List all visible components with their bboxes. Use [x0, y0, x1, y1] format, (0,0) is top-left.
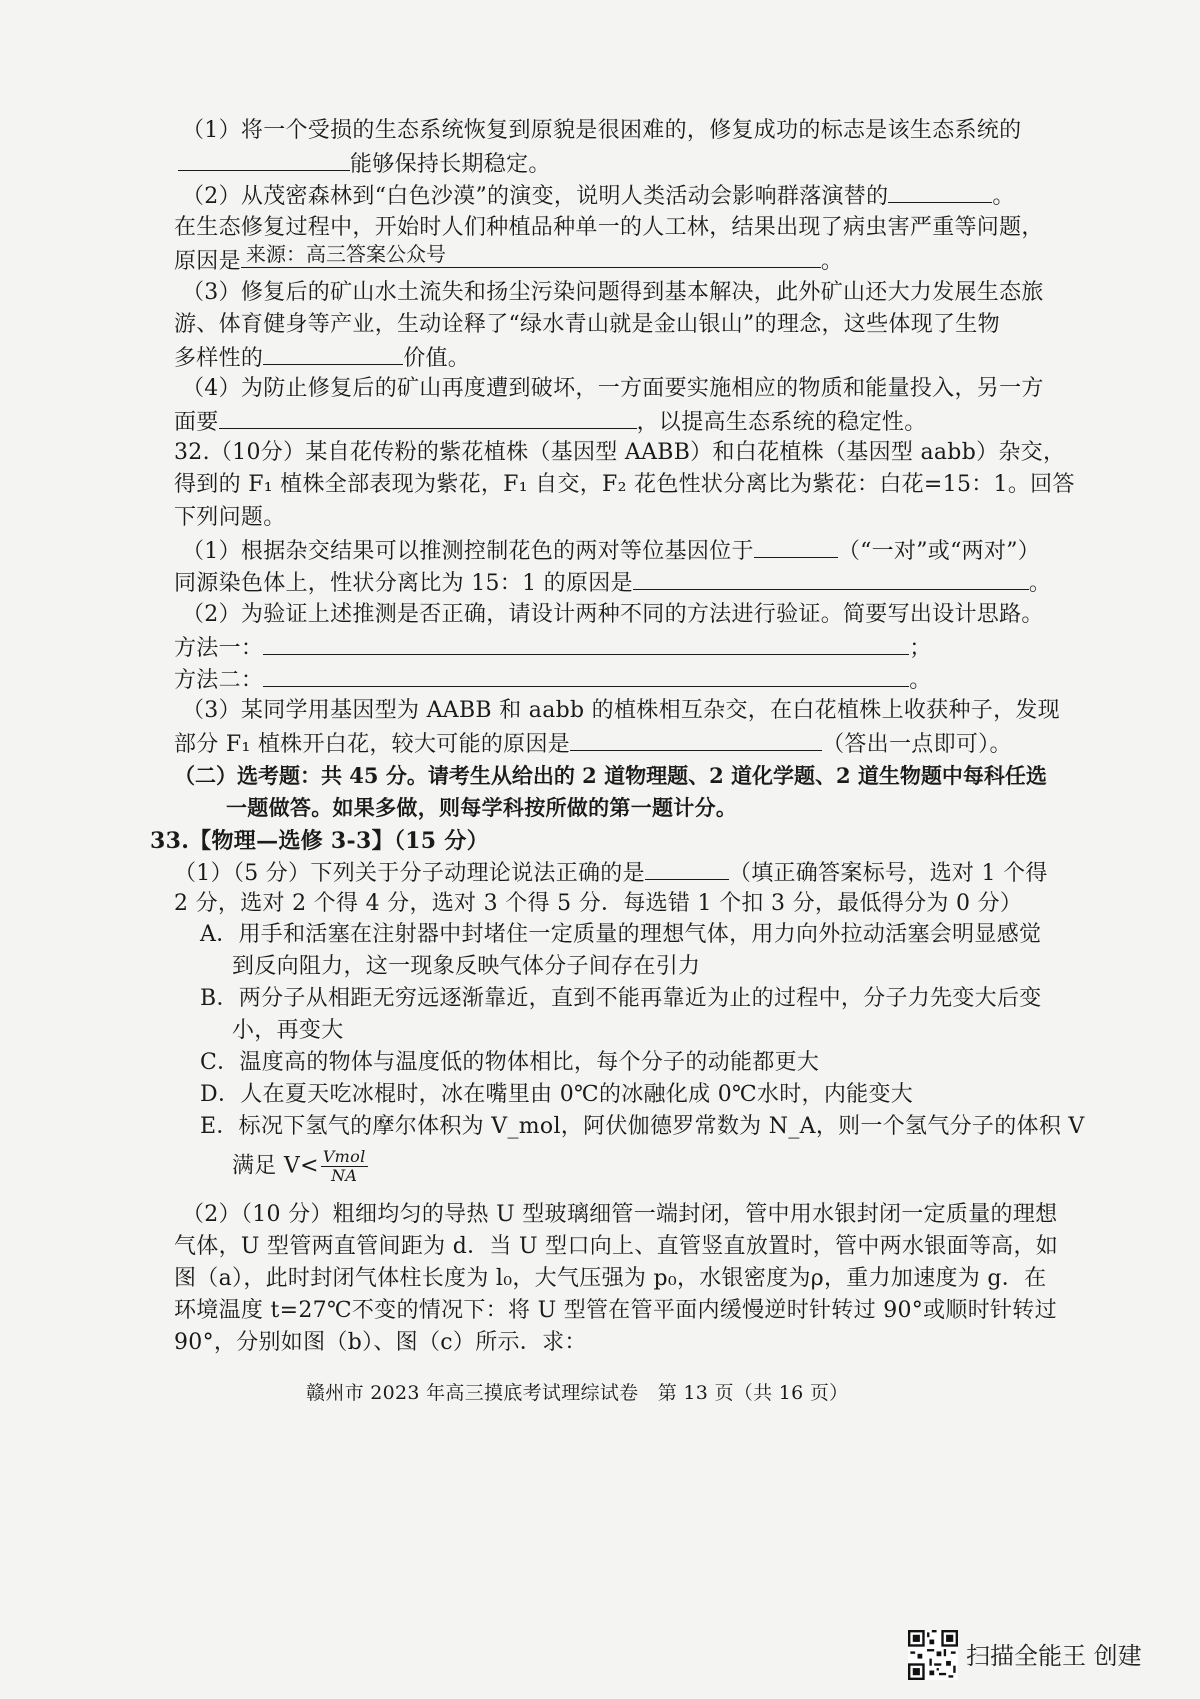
q33-2-line4: 环境温度 t=27℃不变的情况下：将 U 型管在管平面内缓慢逆时针转过 90°或顺时针转过 [174, 1298, 1057, 1323]
section2-heading-line2: 一题做答。如果多做，则每学科按所做的第一题计分。 [226, 795, 738, 820]
answer-blank [570, 728, 822, 751]
answer-blank [263, 342, 403, 365]
q32-2-method2: 方法二： 。 [174, 664, 932, 696]
option-a-line2: 到反向阻力，这一现象反映气体分子间存在引力 [232, 954, 701, 979]
option-b-line1: B．两分子从相距无穷远逐渐靠近，直到不能再靠近为止的过程中，分子力先变大后变 [200, 986, 1042, 1011]
answer-blank [645, 857, 729, 880]
scanner-brand-text: 扫描全能王 创建 [966, 1642, 1142, 1670]
q32-line1: 32.（10分）某自花传粉的紫花植株（基因型 AABB）和白花植株（基因型 aabb）杂交， [174, 440, 1066, 465]
q32-line3: 下列问题。 [174, 505, 286, 530]
q31-3-line2: 游、体育健身等产业，生动诠释了“绿水青山就是金山银山”的理念，这些体现了生物 [174, 312, 1000, 337]
q33-2-line5: 90°，分别如图（b）、图（c）所示．求： [174, 1330, 587, 1355]
q31-2-line3: 原因是 。 [174, 245, 843, 277]
q31-2-line2: 在生态修复过程中，开始时人们种植品种单一的人工林，结果出现了病虫害严重等问题， [174, 215, 1044, 240]
option-b-line2: 小，再变大 [232, 1018, 344, 1043]
answer-blank [263, 632, 909, 655]
q32-2-method1: 方法一： ； [174, 632, 932, 664]
qr-code-icon [908, 1630, 958, 1680]
q32-3-line1: （3）某同学用基因型为 AABB 和 aabb 的植株相互杂交，在白花植株上收获种子，发现 [182, 698, 1060, 723]
answer-blank [178, 148, 350, 171]
q31-3-line1: （3）修复后的矿山水土流失和扬尘污染问题得到基本解决，此外矿山还大力发展生态旅 [182, 280, 1044, 305]
q33-1-line2: 2 分，选对 2 个得 4 分，选对 3 个得 5 分．每选错 1 个扣 3 分，最低得分为 0 分） [174, 891, 1023, 916]
q32-1-line2: 同源染色体上，性状分离比为 15：1 的原因是 。 [174, 567, 1051, 599]
answer-blank [263, 664, 909, 687]
q32-2-line1: （2）为验证上述推测是否正确，请设计两种不同的方法进行验证。简要写出设计思路。 [182, 602, 1044, 627]
watermark-text: 来源：高三答案公众号 [246, 242, 446, 266]
option-e-line2: 满足 V< $\frac{\text{Vmol}}{NA}$ [232, 1147, 366, 1185]
fraction: $\frac{\text{Vmol}}{NA}$ [322, 1147, 366, 1185]
q33-2-line3: 图（a），此时封闭气体柱长度为 l₀，大气压强为 p₀，水银密度为ρ，重力加速度为 g．在 [174, 1266, 1047, 1291]
q33-1-line1: （1）（5 分）下列关于分子动理论说法正确的是 （填正确答案标号，选对 1 个得 [174, 857, 1048, 889]
answer-blank [219, 406, 637, 429]
q32-3-line2: 部分 F₁ 植株开白花，较大可能的原因是 （答出一点即可）。 [174, 728, 1012, 760]
option-d: D．人在夏天吃冰棍时，冰在嘴里由 0℃的冰融化成 0℃水时，内能变大 [200, 1082, 914, 1107]
answer-blank [888, 180, 992, 203]
q31-1-line2: 能够保持长期稳定。 [178, 148, 551, 180]
q33-title: 33.【物理—选修 3-3】（15 分） [150, 828, 489, 854]
q31-4-line1: （4）为防止修复后的矿山再度遭到破坏，一方面要实施相应的物质和能量投入，另一方 [182, 376, 1044, 401]
option-e-line1: E．标况下氢气的摩尔体积为 V_mol，阿伏伽德罗常数为 N_A，则一个氢气分子的体积 V [200, 1114, 1085, 1139]
q31-2-line1: （2）从茂密森林到“白色沙漠”的演变，说明人类活动会影响群落演替的 。 [182, 180, 1015, 212]
q31-1-line1: （1）将一个受损的生态系统恢复到原貌是很困难的，修复成功的标志是该生态系统的 [182, 118, 1022, 143]
answer-blank [754, 535, 838, 558]
option-c: C．温度高的物体与温度低的物体相比，每个分子的动能都更大 [200, 1050, 820, 1075]
answer-blank [633, 567, 1029, 590]
q33-2-line2: 气体，U 型管两直管间距为 d．当 U 型口向上、直管竖直放置时，管中两水银面等高，如 [174, 1234, 1059, 1259]
q31-4-line2: 面要 ，以提高生态系统的稳定性。 [174, 406, 927, 438]
q33-2-line1: （2）（10 分）粗细均匀的导热 U 型玻璃细管一端封闭，管中用水银封闭一定质量的理想 [182, 1202, 1058, 1227]
option-a-line1: A．用手和活塞在注射器中封堵住一定质量的理想气体，用力向外拉动活塞会明显感觉 [200, 922, 1042, 947]
q32-1-line1: （1）根据杂交结果可以推测控制花色的两对等位基因位于 （“一对”或“两对”） [182, 535, 1040, 567]
q31-3-line3: 多样性的 价值。 [174, 342, 470, 374]
page-footer: 赣州市 2023 年高三摸底考试理综试卷 第 13 页（共 16 页） [306, 1382, 849, 1404]
q32-line2: 得到的 F₁ 植株全部表现为紫花，F₁ 自交，F₂ 花色性状分离比为紫花：白花=15：1。回答 [174, 472, 1075, 497]
section2-heading-line1: （二）选考题：共 45 分。请考生从给出的 2 道物理题、2 道化学题、2 道生物题中每科任选 [174, 763, 1047, 788]
